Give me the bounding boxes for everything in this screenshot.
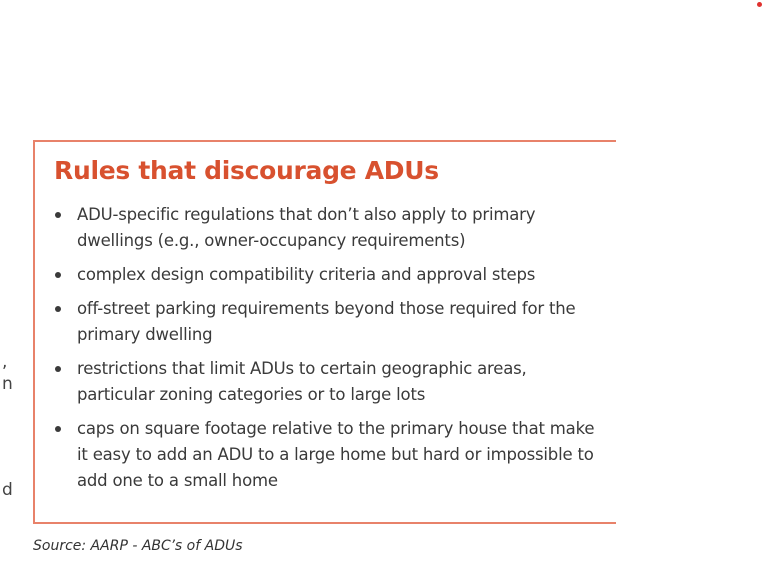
cut-off-text-fragment: d [2,480,13,500]
callout-box [33,140,616,524]
list-item [52,356,608,408]
bullet-icon [55,272,61,278]
list-item-text: ADU-specific regulations that don’t also apply to primary dwellings (e.g., owner-occupancy requirements) [77,205,536,250]
list-item-text: caps on square footage relative to the primary house that make it easy to add an ADU to a large home but hard or impossible to add one to a small home [77,419,595,490]
rules-list [52,202,608,502]
bullet-icon [55,306,61,312]
cut-off-text-fragment: , [2,352,8,372]
list-item-text: restrictions that limit ADUs to certain geographic areas, particular zoning categories or to large lots [77,359,527,404]
list-item [52,202,608,254]
list-item [52,262,608,288]
bullet-icon [55,426,61,432]
red-dot-marker [757,2,762,7]
callout-title: Rules that discourage ADUs [54,156,439,185]
list-item [52,296,608,348]
bullet-icon [55,212,61,218]
list-item-text: complex design compatibility criteria and approval steps [77,265,536,284]
bullet-icon [55,366,61,372]
list-item [52,416,608,494]
source-caption: Source: AARP - ABC’s of ADUs [33,538,243,554]
cut-off-text-fragment: n [2,374,13,394]
list-item-text: off-street parking requirements beyond those required for the primary dwelling [77,299,576,344]
